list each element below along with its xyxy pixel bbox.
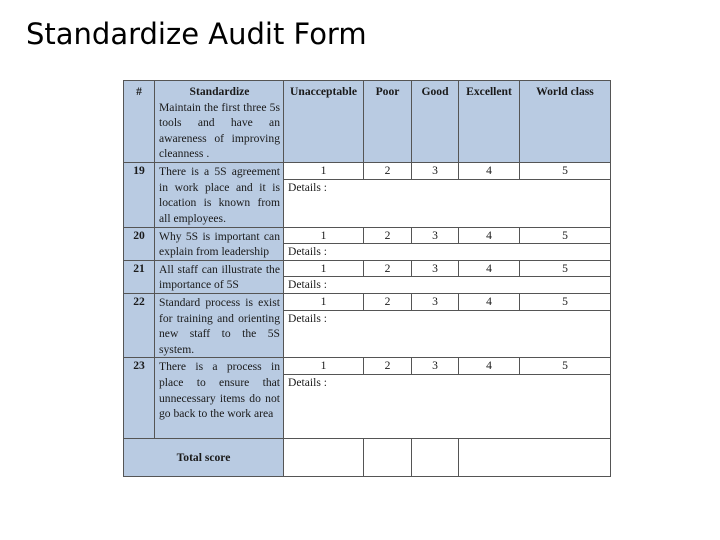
col-header-world-class: World class bbox=[520, 81, 611, 163]
score-unacceptable: 1 bbox=[284, 358, 364, 375]
score-unacceptable: 1 bbox=[284, 293, 364, 310]
details-field[interactable]: Details : bbox=[284, 277, 611, 294]
total-excellent-world-class-cell[interactable] bbox=[459, 438, 611, 476]
total-poor-cell[interactable] bbox=[364, 438, 412, 476]
score-poor: 2 bbox=[364, 293, 412, 310]
table-row bbox=[124, 162, 611, 179]
score-excellent: 4 bbox=[459, 260, 520, 277]
score-world-class: 5 bbox=[520, 358, 611, 375]
score-world-class: 5 bbox=[520, 227, 611, 244]
score-excellent: 4 bbox=[459, 358, 520, 375]
item-description: Why 5S is important can explain from leadership bbox=[155, 227, 284, 260]
col-header-number: # bbox=[124, 81, 155, 163]
total-row bbox=[124, 438, 611, 476]
score-world-class: 5 bbox=[520, 162, 611, 179]
header-row bbox=[124, 81, 611, 163]
total-score-label: Total score bbox=[124, 438, 284, 476]
score-excellent: 4 bbox=[459, 293, 520, 310]
col-header-standardize bbox=[155, 81, 284, 163]
score-world-class: 5 bbox=[520, 260, 611, 277]
score-world-class: 5 bbox=[520, 293, 611, 310]
item-description: There is a process in place to ensure that unnecessary items do not go back to the work area bbox=[155, 358, 284, 439]
item-number: 22 bbox=[124, 293, 155, 357]
total-good-cell[interactable] bbox=[412, 438, 459, 476]
details-field[interactable]: Details : bbox=[284, 179, 611, 227]
item-description: All staff can illustrate the importance of 5S bbox=[155, 260, 284, 293]
details-field[interactable]: Details : bbox=[284, 374, 611, 438]
col-header-unacceptable: Unacceptable bbox=[284, 81, 364, 163]
score-good: 3 bbox=[412, 260, 459, 277]
score-unacceptable: 1 bbox=[284, 162, 364, 179]
score-good: 3 bbox=[412, 293, 459, 310]
total-unacceptable-cell[interactable] bbox=[284, 438, 364, 476]
details-field[interactable]: Details : bbox=[284, 311, 611, 358]
item-number: 19 bbox=[124, 162, 155, 227]
item-number: 20 bbox=[124, 227, 155, 260]
item-description: Standard process is exist for training and orienting new staff to the 5S system. bbox=[155, 293, 284, 357]
score-good: 3 bbox=[412, 358, 459, 375]
score-good: 3 bbox=[412, 162, 459, 179]
col-header-poor: Poor bbox=[364, 81, 412, 163]
item-number: 21 bbox=[124, 260, 155, 293]
standardize-intro: Maintain the first three 5s tools and have an awareness of improving cleanness . bbox=[159, 100, 280, 161]
table-row bbox=[124, 293, 611, 310]
item-number: 23 bbox=[124, 358, 155, 439]
score-unacceptable: 1 bbox=[284, 260, 364, 277]
item-description: There is a 5S agreement in work place and it is location is known from all employees. bbox=[155, 162, 284, 227]
table-row bbox=[124, 260, 611, 277]
slide-title: Standardize Audit Form bbox=[26, 17, 367, 51]
score-poor: 2 bbox=[364, 162, 412, 179]
details-field[interactable]: Details : bbox=[284, 244, 611, 261]
score-poor: 2 bbox=[364, 260, 412, 277]
score-excellent: 4 bbox=[459, 162, 520, 179]
score-poor: 2 bbox=[364, 358, 412, 375]
table-row bbox=[124, 358, 611, 375]
score-poor: 2 bbox=[364, 227, 412, 244]
score-unacceptable: 1 bbox=[284, 227, 364, 244]
col-header-good: Good bbox=[412, 81, 459, 163]
table-row bbox=[124, 227, 611, 244]
standardize-heading: Standardize bbox=[189, 85, 250, 98]
audit-form-table bbox=[123, 80, 611, 477]
score-good: 3 bbox=[412, 227, 459, 244]
score-excellent: 4 bbox=[459, 227, 520, 244]
col-header-excellent: Excellent bbox=[459, 81, 520, 163]
